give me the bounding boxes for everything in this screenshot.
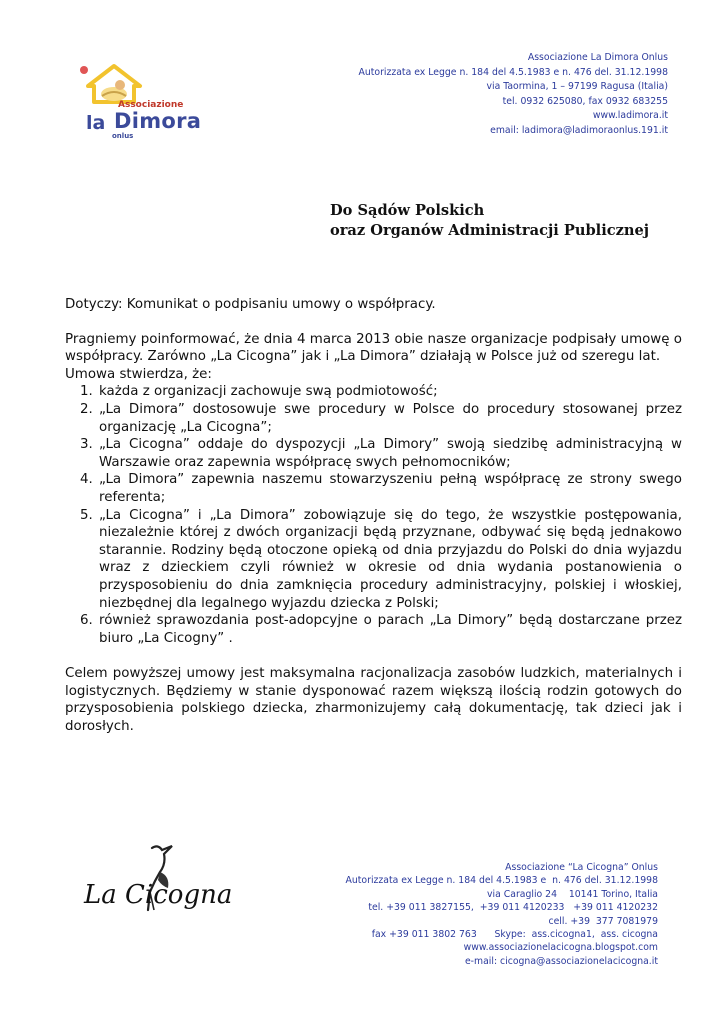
agreement-point: 4. „La Dimora” zapewnia naszemu stowarzyszeniu pełną współpracę ze strony swego referenta; <box>97 471 682 506</box>
logo-word-associazione: Associazione <box>118 100 184 110</box>
closing-paragraph: Celem powyższej umowy jest maksymalna racjonalizacja zasobów ludzkich, materialnych i logistycznych. Będziemy w stanie dysponować razem większą ilością rodzin gotowych do przysposobienia polskiego dziecka, zharmonizujemy całą dokumentację, tak dzieci jak i dorosłych. <box>65 666 682 735</box>
footer-authorization: Autorizzata ex Legge n. 184 del 4.5.1983 e n. 476 del. 31.12.1998 <box>345 875 658 887</box>
header-website-link[interactable]: www.ladimora.it <box>592 110 668 121</box>
subject-line: Dotyczy: Komunikat o podpisaniu umowy o współpracy. <box>65 297 436 312</box>
addressee-line-2: oraz Organów Administracji Publicznej <box>330 222 650 239</box>
logo-word-onlus: onlus <box>112 132 134 140</box>
addressee-block <box>330 201 649 241</box>
agreement-point: 5. „La Cicogna” i „La Dimora” zobowiązuje się do tego, że wszystkie postępowania, niezależnie której z dwóch organizacji będą przyznane, odbywać się będą jednakowo starannie. Rodziny będą otoczone opieką od dnia przyjazdu do Polski do dnia wyjazdu wraz z dzieckiem czyli również w okresie od dnia wydania postanowienia o przysposobieniu do dnia zamknięcia procedury administracyjny, polskiej i włoskiej, niezbędnej dla legalnego wyjazdu dziecka z Polski; <box>97 507 682 613</box>
footer-website-link[interactable]: www.associazionelacicogna.blogspot.com <box>463 942 658 954</box>
header-org-name: Associazione La Dimora Onlus <box>527 52 668 63</box>
logo-word-dimora: Dimora <box>114 109 202 133</box>
letter-body <box>65 296 682 736</box>
agreement-points-list <box>65 383 682 647</box>
agreement-point: 3. „La Cicogna” oddaje do dyspozycji „La Dimory” swoją siedzibę administracyjną w Warszawie oraz zapewnia współpracę swych pełnomocników; <box>97 436 682 471</box>
addressee-line-1: Do Sądów Polskich <box>330 202 485 219</box>
footer-fax-skype: fax +39 011 3802 763 Skype: ass.cicogna1, ass. cicogna <box>371 929 658 941</box>
logo-word-la: la <box>86 112 106 134</box>
footer-email-link[interactable]: e-mail: cicogna@associazionelacicogna.it <box>464 955 658 967</box>
header-address: via Taormina, 1 – 97199 Ragusa (Italia) <box>486 81 668 92</box>
la-cicogna-logo <box>80 848 240 928</box>
la-dimora-logo <box>78 58 202 140</box>
agreement-point: 1. każda z organizacji zachowuje swą podmiotowość; <box>97 383 682 401</box>
header-phone-fax: tel. 0932 625080, fax 0932 683255 <box>502 95 668 107</box>
footer-contact-block <box>346 861 658 968</box>
agreement-lead: Umowa stwierdza, że: <box>65 366 212 382</box>
header-email-link[interactable]: email: ladimora@ladimoraonlus.191.it <box>490 124 668 136</box>
footer-org-name: Associazione “La Cicogna” Onlus <box>505 862 658 873</box>
footer-phones: tel. +39 011 3827155, +39 011 4120233 +39 011 4120232 <box>368 902 658 914</box>
footer-logo-text: La Cicogna <box>84 880 233 910</box>
footer-cell: cell. +39 377 7081979 <box>548 915 658 927</box>
intro-paragraph: Pragniemy poinformować, że dnia 4 marca 2013 obie nasze organizacje podpisały umowę o współpracy. Zarówno „La Cicogna” jak i „La Dimora” działają w Polsce już od szeregu lat. <box>65 331 682 365</box>
footer-address: via Caraglio 24 10141 Torino, Italia <box>487 888 658 900</box>
header-contact-block <box>358 51 668 138</box>
agreement-point: 2. „La Dimora” dostosowuje swe procedury w Polsce do procedury stosowanej przez organizację „La Cicogna”; <box>97 401 682 436</box>
header-authorization: Autorizzata ex Legge n. 184 del 4.5.1983 e n. 476 del. 31.12.1998 <box>358 66 668 78</box>
agreement-point: 6. również sprawozdania post-adopcyjne o parach „La Dimory” będą dostarczane przez biuro „La Cicogny” . <box>97 612 682 647</box>
